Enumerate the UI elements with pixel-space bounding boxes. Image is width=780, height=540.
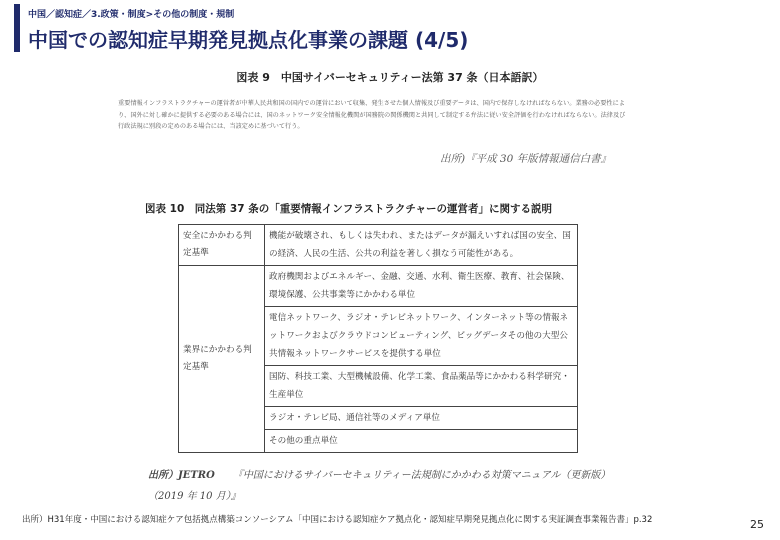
figure9-source: 出所)『平成 30 年版情報通信白書』 bbox=[440, 153, 612, 165]
figure10-source bbox=[148, 465, 628, 507]
breadcrumb: 中国／認知症／3.政策・制度>その他の制度・規制 bbox=[28, 10, 235, 20]
industry-criteria-label: 業界にかかわる判定基準 bbox=[179, 266, 265, 453]
security-criteria-label: 安全にかかわる判定基準 bbox=[179, 225, 265, 266]
footer-source-note: 出所）H31年度・中国における認知症ケア包括拠点構築コンソーシアム「中国における認知症ケア拠点化・認知症早期発見拠点化に関する実証調査事業報告書」p.32 bbox=[22, 515, 653, 525]
industry-criteria-item: その他の重点単位 bbox=[265, 430, 578, 453]
table-row bbox=[179, 266, 578, 307]
industry-criteria-item: ラジオ・テレビ局、通信社等のメディア単位 bbox=[265, 407, 578, 430]
figure10-source-org: 出所）JETRO bbox=[148, 470, 215, 481]
criteria-table bbox=[178, 224, 578, 453]
page-number: 25 bbox=[750, 518, 764, 531]
title-accent-bar bbox=[14, 4, 20, 52]
figure10-title: 図表 10 同法第 37 条の「重要情報インフラストラクチャーの運営者」に関する説明 bbox=[145, 203, 553, 215]
table-row bbox=[179, 225, 578, 266]
industry-criteria-item: 国防、科技工業、大型機械設備、化学工業、食品薬品等にかかわる科学研究・生産単位 bbox=[265, 366, 578, 407]
figure9-title: 図表 9 中国サイバーセキュリティー法第 37 条（日本語訳） bbox=[236, 71, 544, 84]
figure9-body: 重要情報インフラストラクチャーの運営者が中華人民共和国の国内での運営において収集、発生させた個人情報及び重要データは、国内で保存しなければならない。業務の必要性により、国外に対し確かに提供する必要のある場合には、国のネットワーク安全情報化機関が国務院の関係機関と共同して制定する弁法に従い安全評価を行わなければならない。法律及び行政法規に別段の定めのある場合には、当該定めに基づいて行う。 bbox=[118, 100, 626, 130]
page-title: 中国での認知症早期発見拠点化事業の課題 (4/5) bbox=[28, 28, 469, 52]
security-criteria-text: 機能が破壊され、もしくは失われ、またはデータが漏えいすれば国の安全、国の経済、人民の生活、公共の利益を著しく損なう可能性がある。 bbox=[265, 225, 578, 266]
industry-criteria-item: 政府機関およびエネルギー、金融、交通、水利、衛生医療、教育、社会保険、環境保護、公共事業等にかかわる単位 bbox=[265, 266, 578, 307]
figure10-source-title: 『中国におけるサイバーセキュリティー法規制にかかわる対策マニュアル（更新版）（2019 年 10 月）』 bbox=[148, 470, 611, 502]
industry-criteria-item: 電信ネットワーク、ラジオ・テレビネットワーク、インターネット等の情報ネットワークおよびクラウドコンピューティング、ビッグデータその他の大型公共情報ネットワークサービスを提供する単位 bbox=[265, 307, 578, 366]
